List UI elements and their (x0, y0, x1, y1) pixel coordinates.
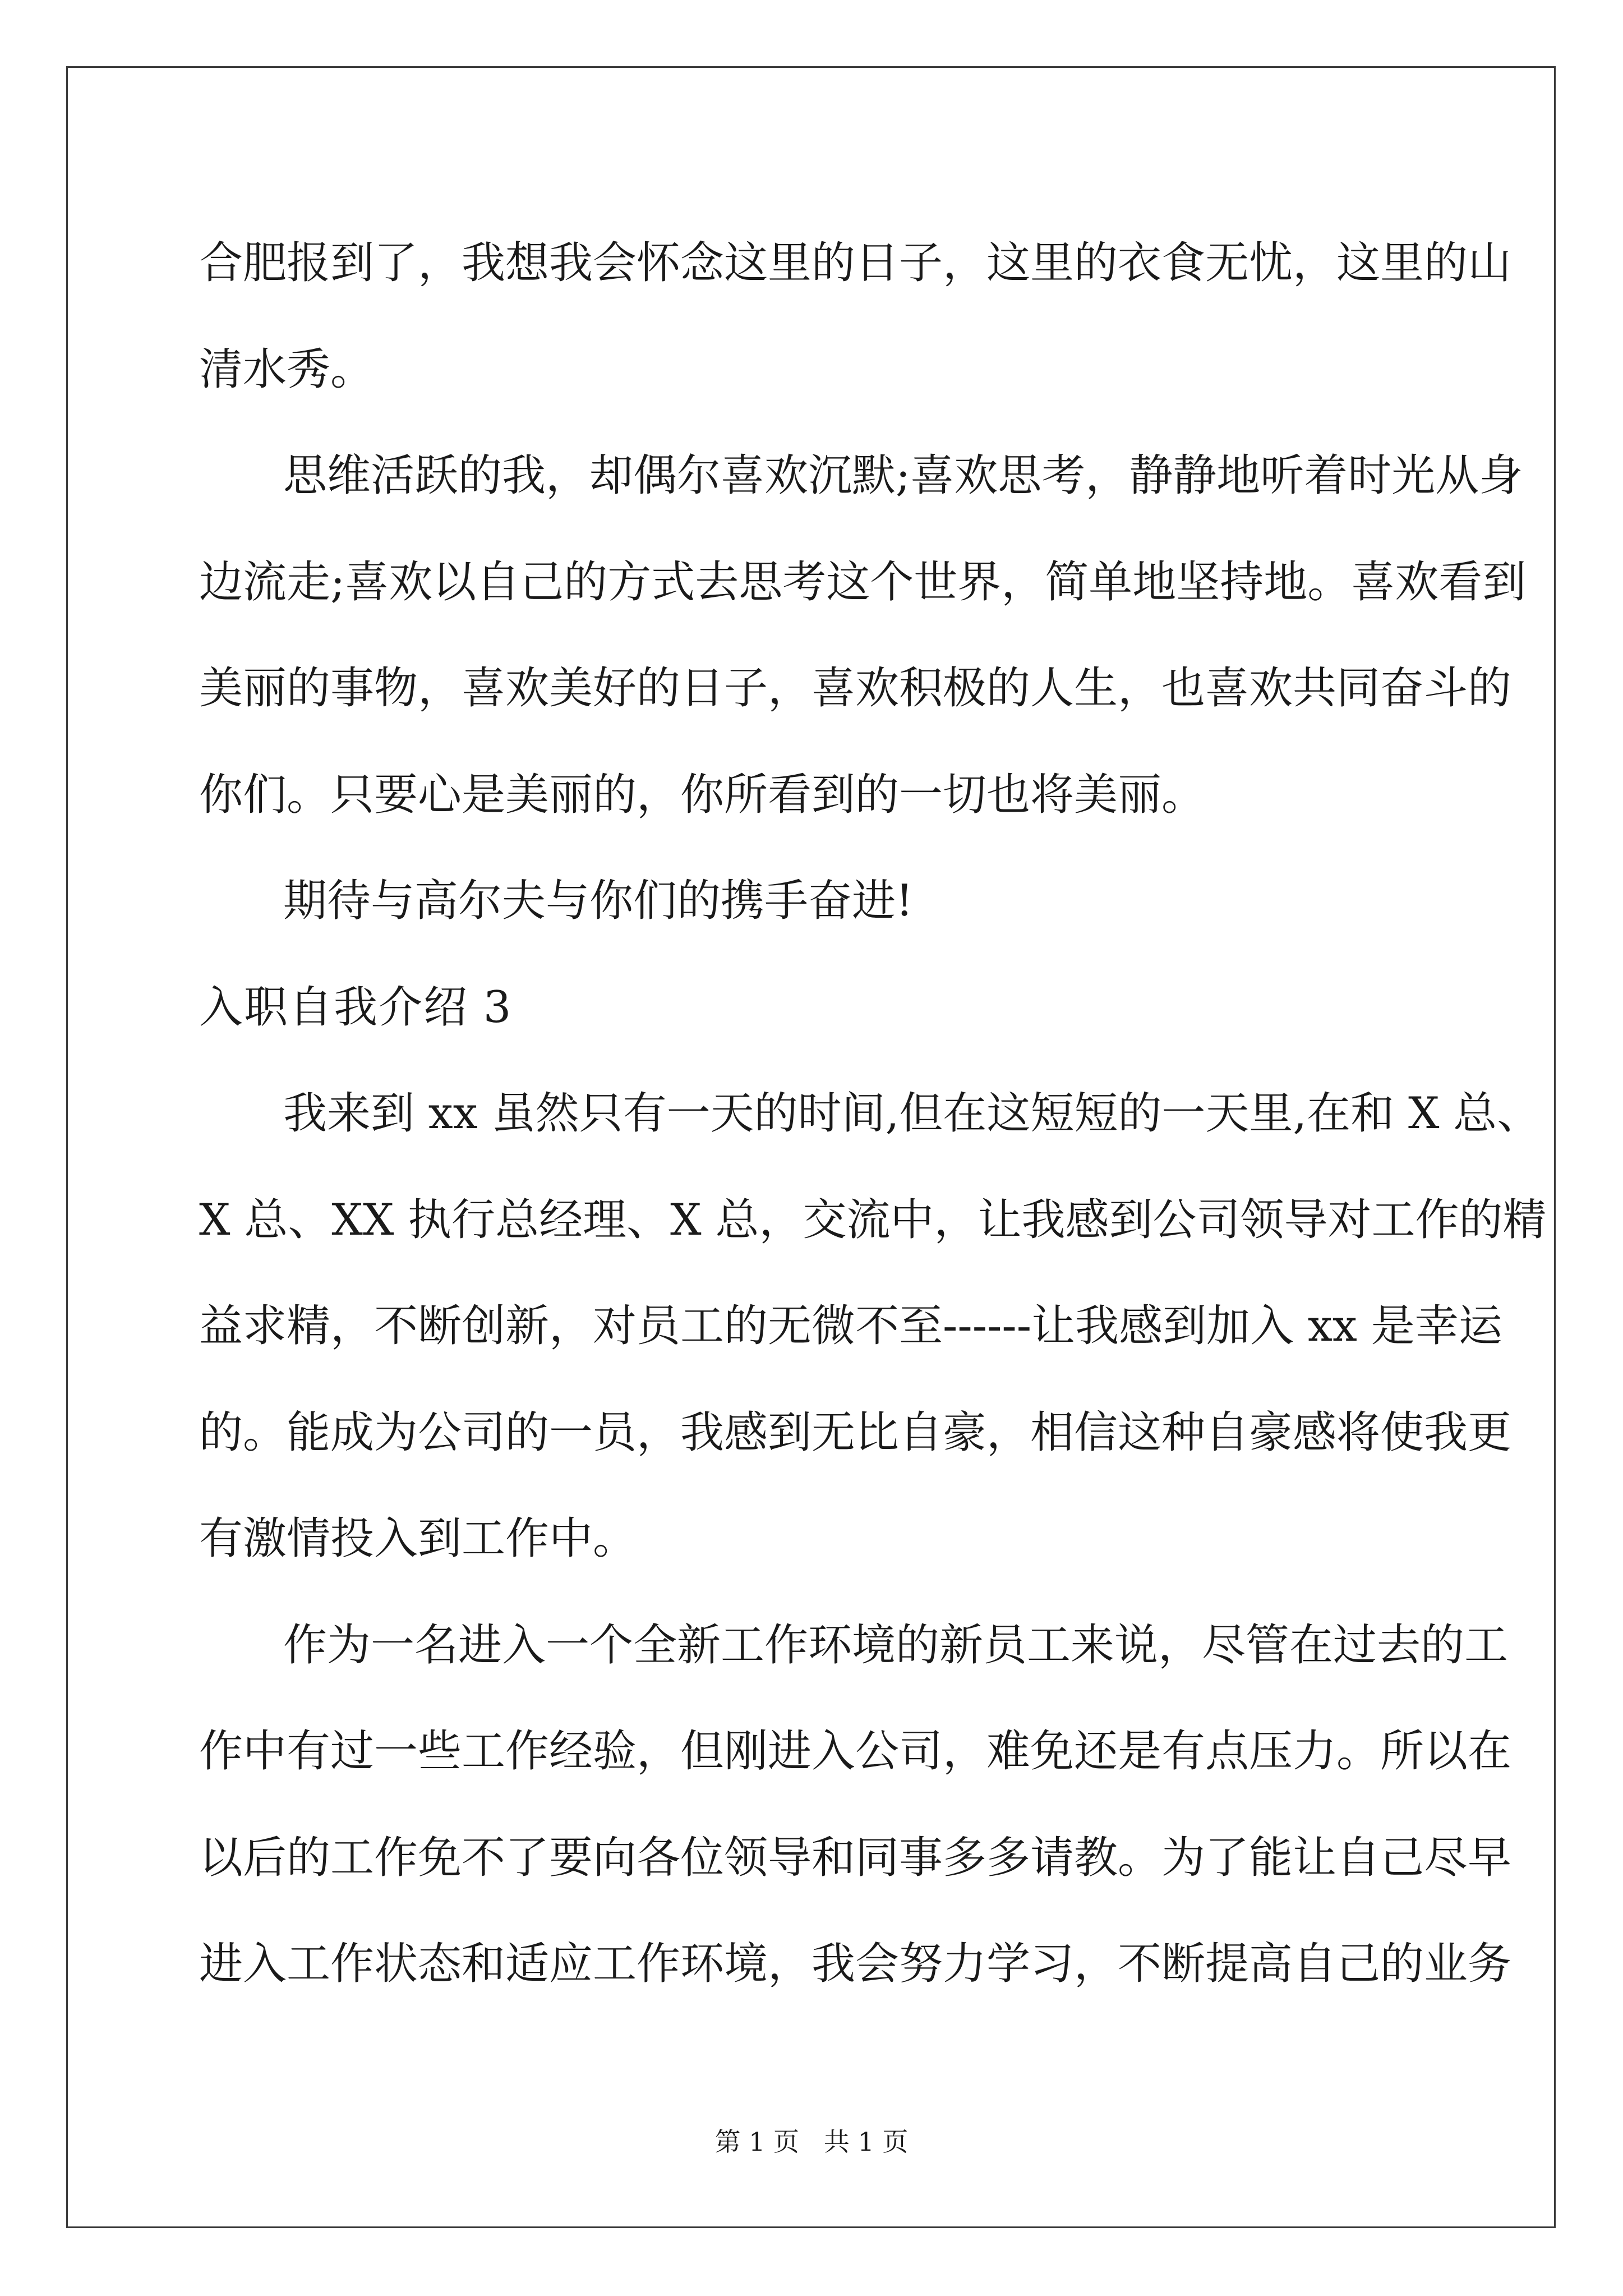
paragraph-line: 作为一名进入一个全新工作环境的新员工来说，尽管在过去的工 (283, 1619, 1509, 1671)
paragraph-line: 作中有过一些工作经验，但刚进入公司，难免还是有点压力。所以在 (199, 1726, 1512, 1777)
paragraph-line: 你们。只要心是美丽的，你所看到的一切也将美丽。 (199, 769, 1206, 820)
paragraph-line: 边流走;喜欢以自己的方式去思考这个世界，简单地坚持地。喜欢看到 (199, 556, 1527, 608)
paragraph-line: 期待与高尔夫与你们的携手奋进! (283, 876, 914, 926)
paragraph-line: 进入工作状态和适应工作环境，我会努力学习，不断提高自己的业务 (199, 1939, 1512, 1989)
paragraph-line: 的。能成为公司的一员，我感到无比自豪，相信这种自豪感将使我更 (199, 1407, 1512, 1458)
paragraph-line: 以后的工作免不了要向各位领导和同事多多请教。为了能让自己尽早 (199, 1832, 1512, 1883)
paragraph-line: 益求精，不断创新，对员工的无微不至------让我感到加入 xx 是幸运 (199, 1301, 1502, 1351)
document-body (199, 210, 1547, 2018)
page-footer: 第 1 页 共 1 页 (714, 2127, 909, 2157)
paragraph-line: 美丽的事物，喜欢美好的日子，喜欢积极的人生，也喜欢共同奋斗的 (199, 663, 1512, 714)
paragraph-line: 我来到 xx 虽然只有一天的时间,但在这短短的一天里,在和 X 总、 (283, 1088, 1541, 1139)
section-heading: 入职自我介绍 3 (199, 982, 513, 1033)
paragraph-line: 有激情投入到工作中。 (199, 1513, 637, 1564)
paragraph-line: X 总、XX 执行总经理、X 总，交流中，让我感到公司领导对工作的精 (199, 1194, 1547, 1245)
paragraph-line: 思维活跃的我，却偶尔喜欢沉默;喜欢思考，静静地听着时光从身 (283, 450, 1523, 501)
paragraph-line: 清水秀。 (199, 344, 375, 395)
paragraph-line: 合肥报到了，我想我会怀念这里的日子，这里的衣食无忧，这里的山 (199, 238, 1512, 288)
